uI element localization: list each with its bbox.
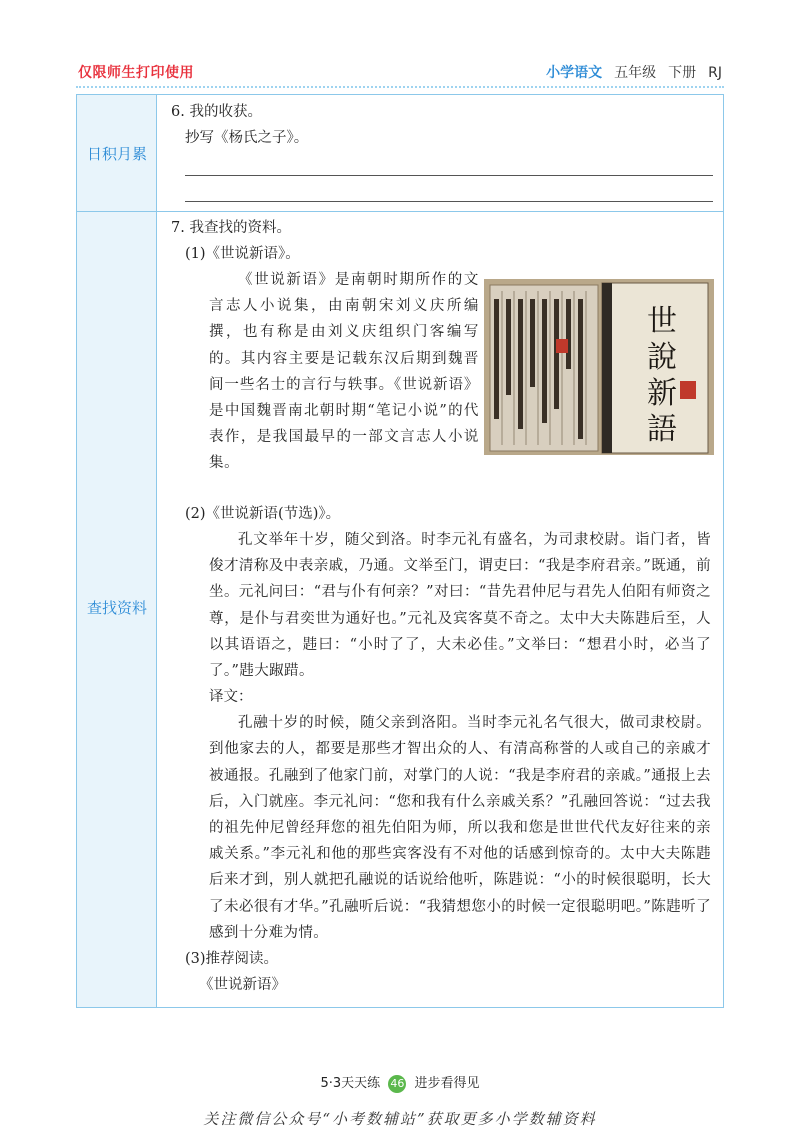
question-7-title: 7. 我查找的资料。 — [171, 220, 291, 236]
part-1-label: (1)《世说新语》。 — [185, 246, 300, 262]
part-3-label: (3)推荐阅读。 — [185, 951, 279, 968]
part-1-intro-text: 《世说新语》是南朝时期所作的文言志人小说集，由南朝宋刘义庆所编撰，也有称是由刘义庆组织门客编写的。其内容主要是记载东汉后期到魏晋间一些名士的言行与轶事。《世说新语》是中国魏晋南北朝时期“笔记小说”的代表作，是我国最早的一部文言志人小说集。 — [209, 272, 479, 472]
writing-line[interactable] — [185, 175, 713, 176]
sidebar-divider — [77, 211, 156, 212]
section-label-find-materials: 查找资料 — [86, 599, 147, 617]
part-1-block — [171, 267, 711, 501]
section-label-daily-accumulation: 日积月累 — [86, 145, 147, 163]
part-2-label: (2)《世说新语(节选)》。 — [185, 506, 341, 522]
footer-brand: 5·3天天练 — [320, 1076, 381, 1091]
question-6 — [171, 99, 711, 151]
question-6-task: 抄写《杨氏之子》。 — [185, 130, 309, 146]
subject-label: 小学语文 — [546, 65, 603, 81]
grade-label: 五年级 — [614, 65, 657, 81]
sidebar — [77, 95, 157, 1007]
worksheet-table — [76, 94, 724, 1008]
volume-label: 下册 — [668, 65, 697, 81]
question-7 — [171, 215, 711, 998]
header-meta — [546, 62, 722, 82]
page-number: 46 — [388, 1075, 406, 1093]
book-cover-title-char-4: 語 — [647, 412, 677, 447]
book-photo-illustration — [484, 279, 714, 455]
translation-label: 译文： — [209, 689, 253, 706]
book-cover-title-char-2: 說 — [647, 340, 677, 375]
recommended-book: 《世说新语》 — [199, 977, 286, 994]
book-photo — [484, 279, 714, 455]
watermark-text: 关注微信公众号“小考数辅站”获取更多小学数辅资料 — [203, 1110, 597, 1128]
row-divider — [157, 211, 723, 212]
book-cover-title-char-1: 世 — [647, 304, 677, 339]
print-notice: 仅限师生打印使用 — [78, 65, 194, 81]
edition-label: RJ — [708, 65, 722, 81]
classical-text: 孔文举年十岁，随父到洛。时李元礼有盛名，为司隶校尉。诣门者，皆俊才清称及中表亲戚，乃通。文举至门，谓吏曰：“我是李府君亲。”既通，前坐。元礼问曰：“君与仆有何亲？”对曰：“昔先君仲尼与君先人伯阳有师资之尊，是仆与君奕世为通好也。”元礼及宾客莫不奇之。太中大夫陈韪后至，人以其语语之，韪曰：“小时了了，大未必佳。”文举曰：“想君小时，必当了了。”韪大踧踖。 — [209, 532, 711, 680]
question-6-title: 6. 我的收获。 — [171, 104, 262, 120]
page-footer — [0, 1072, 800, 1093]
book-cover-title-char-3: 新 — [647, 376, 677, 411]
footer-slogan: 进步看得见 — [414, 1076, 480, 1091]
translation-text: 孔融十岁的时候，随父亲到洛阳。当时李元礼名气很大，做司隶校尉。到他家去的人，都要是那些才智出众的人、有清高称誉的人或自己的亲戚才被通报。孔融到了他家门前，对掌门的人说：“我是李府君的亲戚。”通报上去后，入门就座。李元礼问：“您和我有什么亲戚关系？”孔融回答说：“过去我的祖先仲尼曾经拜您的祖先伯阳为师，所以我和您是世世代代友好往来的亲戚关系。”李元礼和他的那些宾客没有不对他的话感到惊奇的。太中大夫陈韪后来才到，别人就把孔融说的话说给他听，陈韪说：“小的时候很聪明，长大了未必很有才华。”孔融听后说：“我猜想您小的时候一定很聪明吧。”陈韪听了感到十分难为情。 — [209, 715, 711, 941]
header-divider — [76, 86, 724, 88]
writing-line[interactable] — [185, 201, 713, 202]
